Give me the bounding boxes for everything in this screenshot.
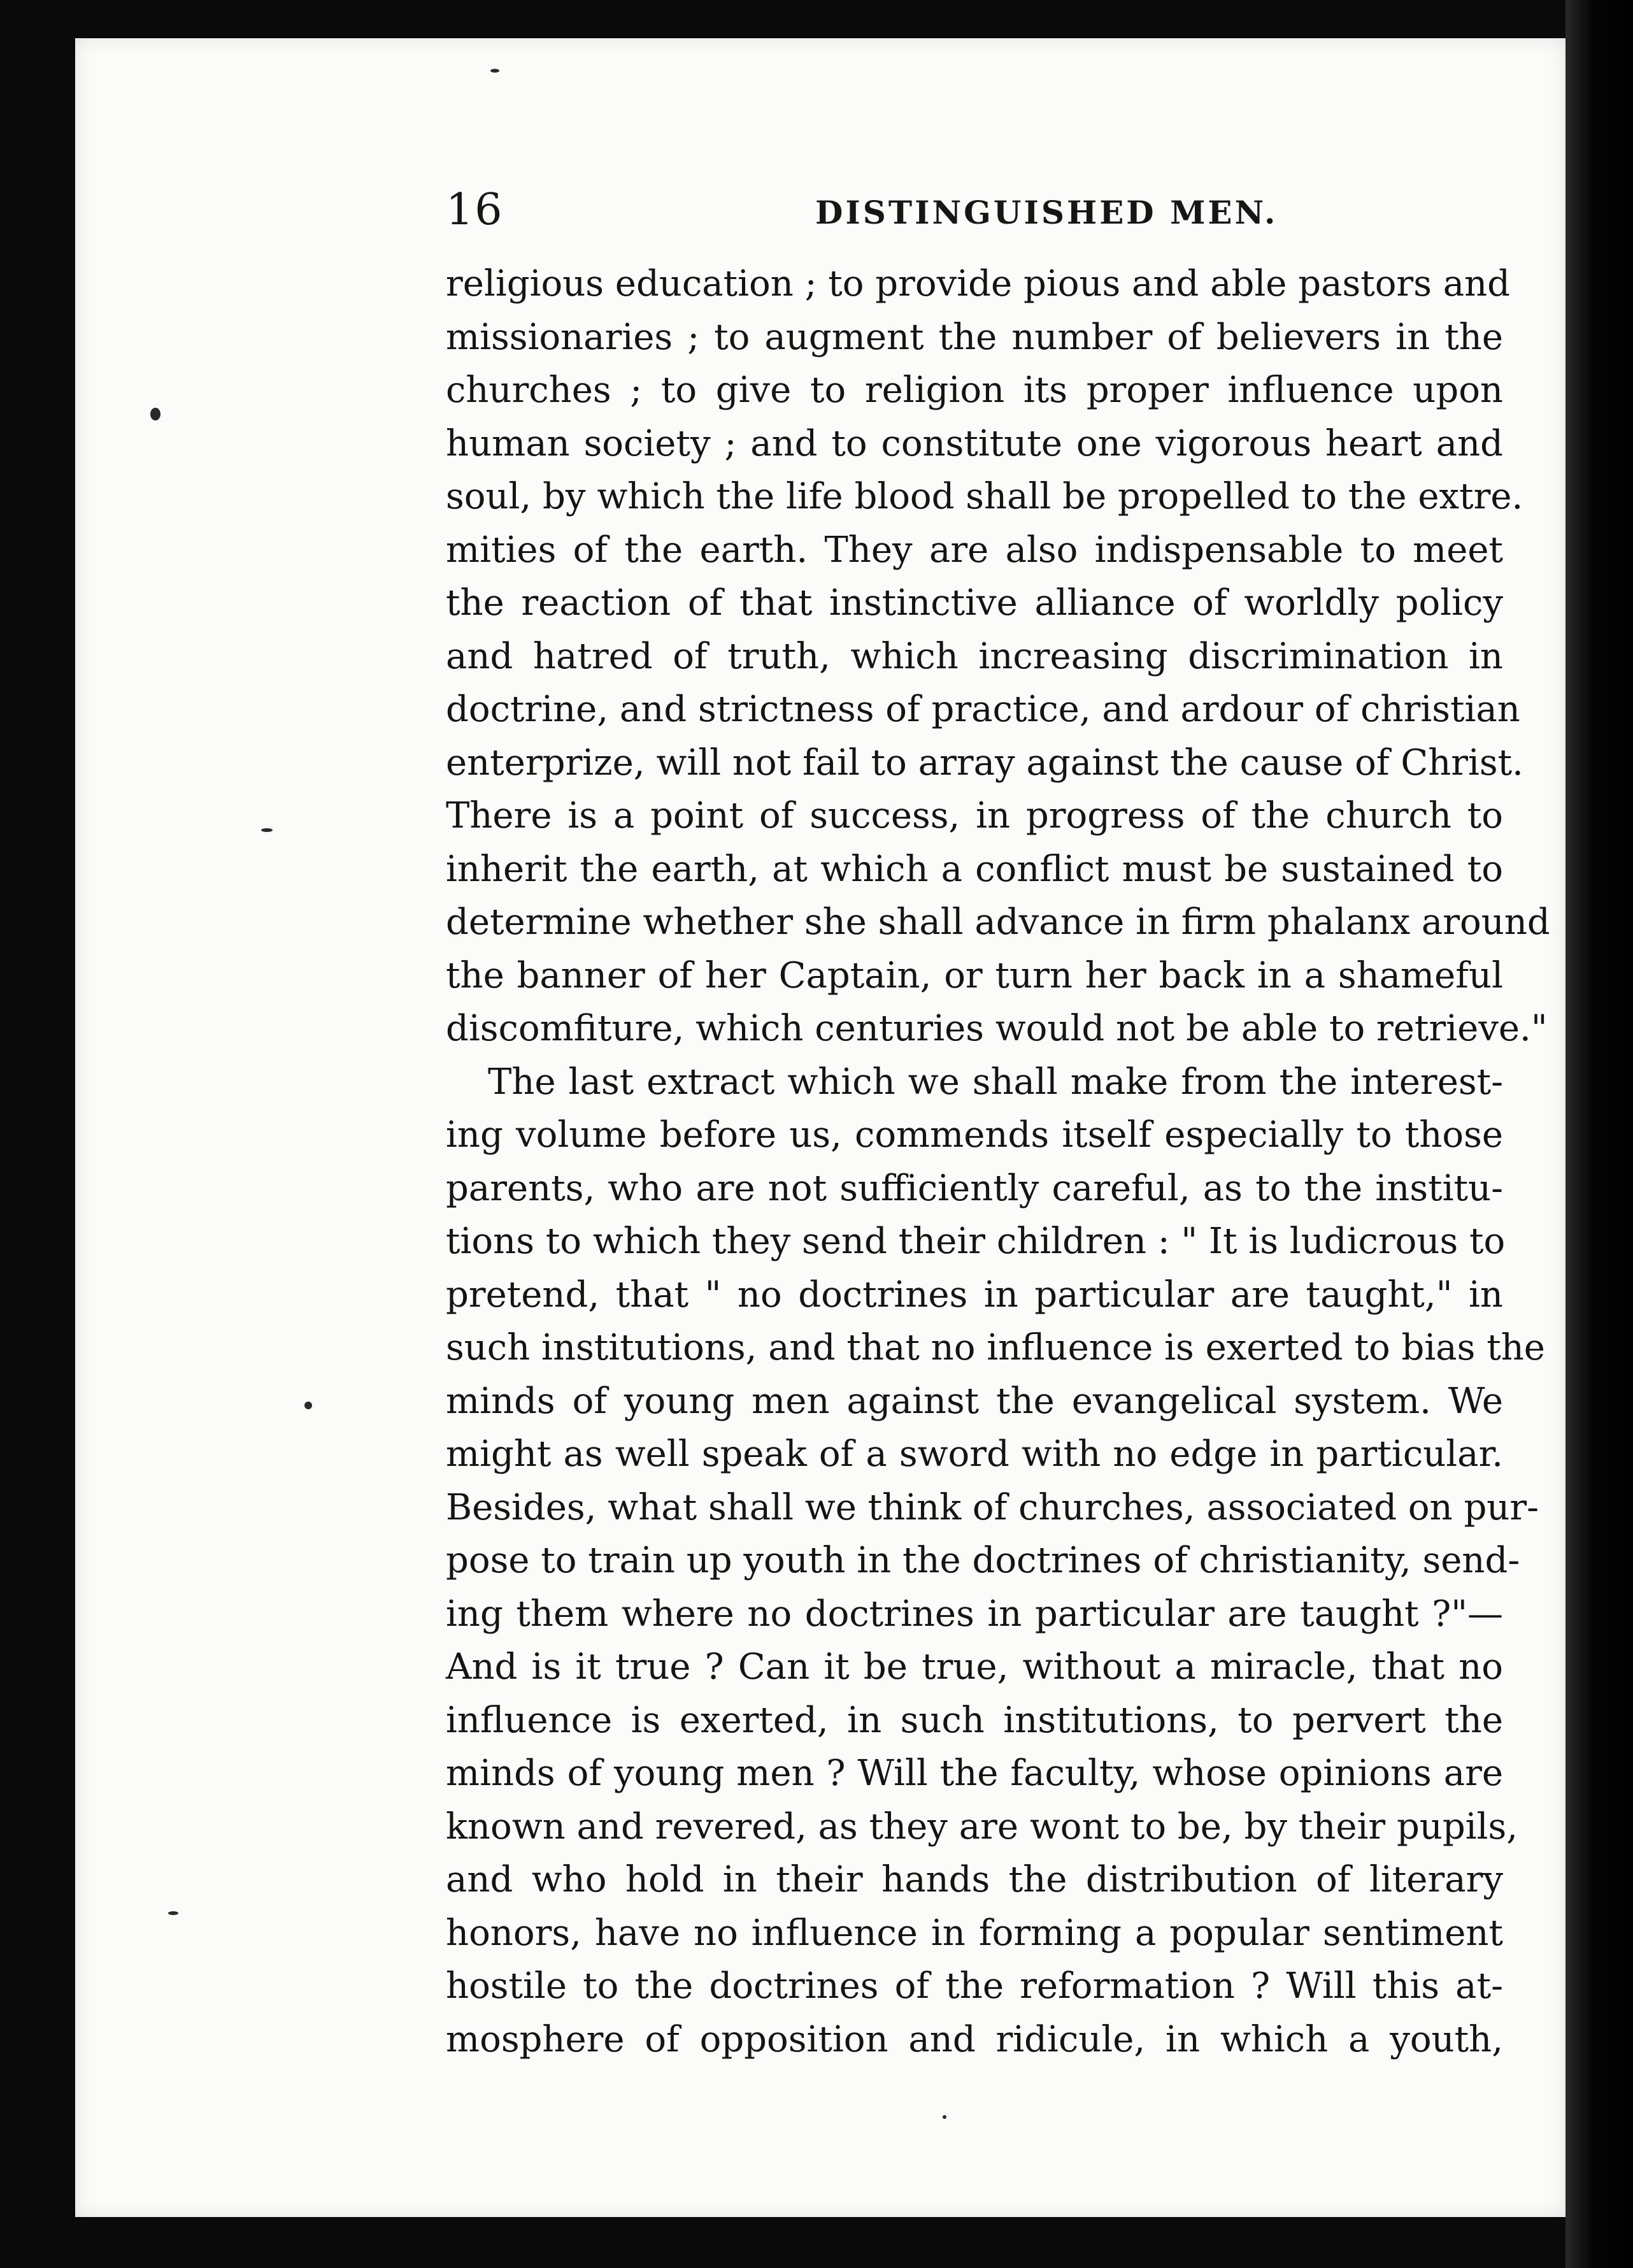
text-line: religious education ; to provide pious and able pastors and — [446, 263, 1511, 305]
text-line: hostile to the doctrines of the reformation ? Will this at- — [446, 1965, 1503, 2007]
text-line: influence is exerted, in such institutions, to pervert the — [446, 1699, 1503, 1741]
scan-speck — [490, 69, 499, 73]
text-line: the reaction of that instinctive alliance of worldly policy — [446, 582, 1503, 624]
text-line: and who hold in their hands the distribution of literary — [446, 1859, 1503, 1900]
scan-speck — [304, 1402, 312, 1409]
running-title: DISTINGUISHED MEN. — [815, 194, 1278, 231]
text-line: human society ; and to constitute one vigorous heart and — [446, 422, 1503, 464]
text-line: minds of young men against the evangelical system. We — [446, 1380, 1503, 1422]
text-line: determine whether she shall advance in firm phalanx around — [446, 901, 1550, 943]
text-line: And is it true ? Can it be true, without a miracle, that no — [446, 1646, 1503, 1688]
text-line: parents, who are not sufficiently careful, as to the institu- — [446, 1167, 1503, 1209]
text-line: doctrine, and strictness of practice, and ardour of christian — [446, 689, 1520, 730]
text-line: minds of young men ? Will the faculty, whose opinions are — [446, 1753, 1503, 1794]
text-line: The last extract which we shall make from the interest- — [488, 1061, 1503, 1103]
paragraph-2 — [446, 1056, 1545, 2067]
text-line: known and revered, as they are wont to be, by their pupils, — [446, 1805, 1518, 1848]
text-line: mities of the earth. They are also indispensable to meet — [446, 529, 1503, 571]
text-line: missionaries ; to augment the number of believers in the — [446, 316, 1503, 358]
text-line: such institutions, and that no influence is exerted to bias the — [446, 1327, 1545, 1368]
text-line: ing them where no doctrines in particular are taught ?"— — [446, 1593, 1503, 1635]
text-line: Besides, what shall we think of churches, associated on pur- — [446, 1486, 1539, 1528]
text-line: pretend, that " no doctrines in particular are taught," in — [446, 1274, 1503, 1316]
text-line: ing volume before us, commends itself especially to those — [446, 1114, 1503, 1156]
paragraph-1 — [446, 257, 1550, 1056]
text-line: and hatred of truth, which increasing discrimination in — [446, 635, 1503, 677]
text-line: honors, have no influence in forming a popular sentiment — [446, 1912, 1503, 1954]
text-line: mosphere of opposition and ridicule, in which a youth, — [446, 2018, 1503, 2060]
text-line: might as well speak of a sword with no edge in particular. — [446, 1433, 1503, 1475]
page-number: 16 — [446, 185, 504, 235]
scan-speck — [943, 2115, 946, 2119]
scan-speck — [150, 408, 160, 420]
text-line: pose to train up youth in the doctrines of christianity, send- — [446, 1540, 1520, 1581]
text-line: discomfiture, which centuries would not be able to retrieve." — [446, 1008, 1548, 1049]
text-line: inherit the earth, at which a conflict must be sustained to — [446, 848, 1503, 890]
book-binding-edge — [1565, 0, 1633, 2268]
text-line: the banner of her Captain, or turn her back in a shameful — [446, 954, 1503, 996]
text-line: enterprize, will not fail to array against the cause of Christ. — [446, 742, 1523, 784]
running-head — [446, 185, 1633, 242]
scan-speck — [168, 1911, 178, 1915]
scan-speck — [261, 828, 273, 832]
body-text — [446, 257, 1550, 2066]
text-line: soul, by which the life blood shall be propelled to the extre. — [446, 476, 1523, 517]
text-line: There is a point of success, in progress of the church to — [446, 795, 1503, 836]
text-line: tions to which they send their children : " It is ludicrous to — [446, 1221, 1506, 1262]
text-line: churches ; to give to religion its proper influence upon — [446, 370, 1503, 411]
